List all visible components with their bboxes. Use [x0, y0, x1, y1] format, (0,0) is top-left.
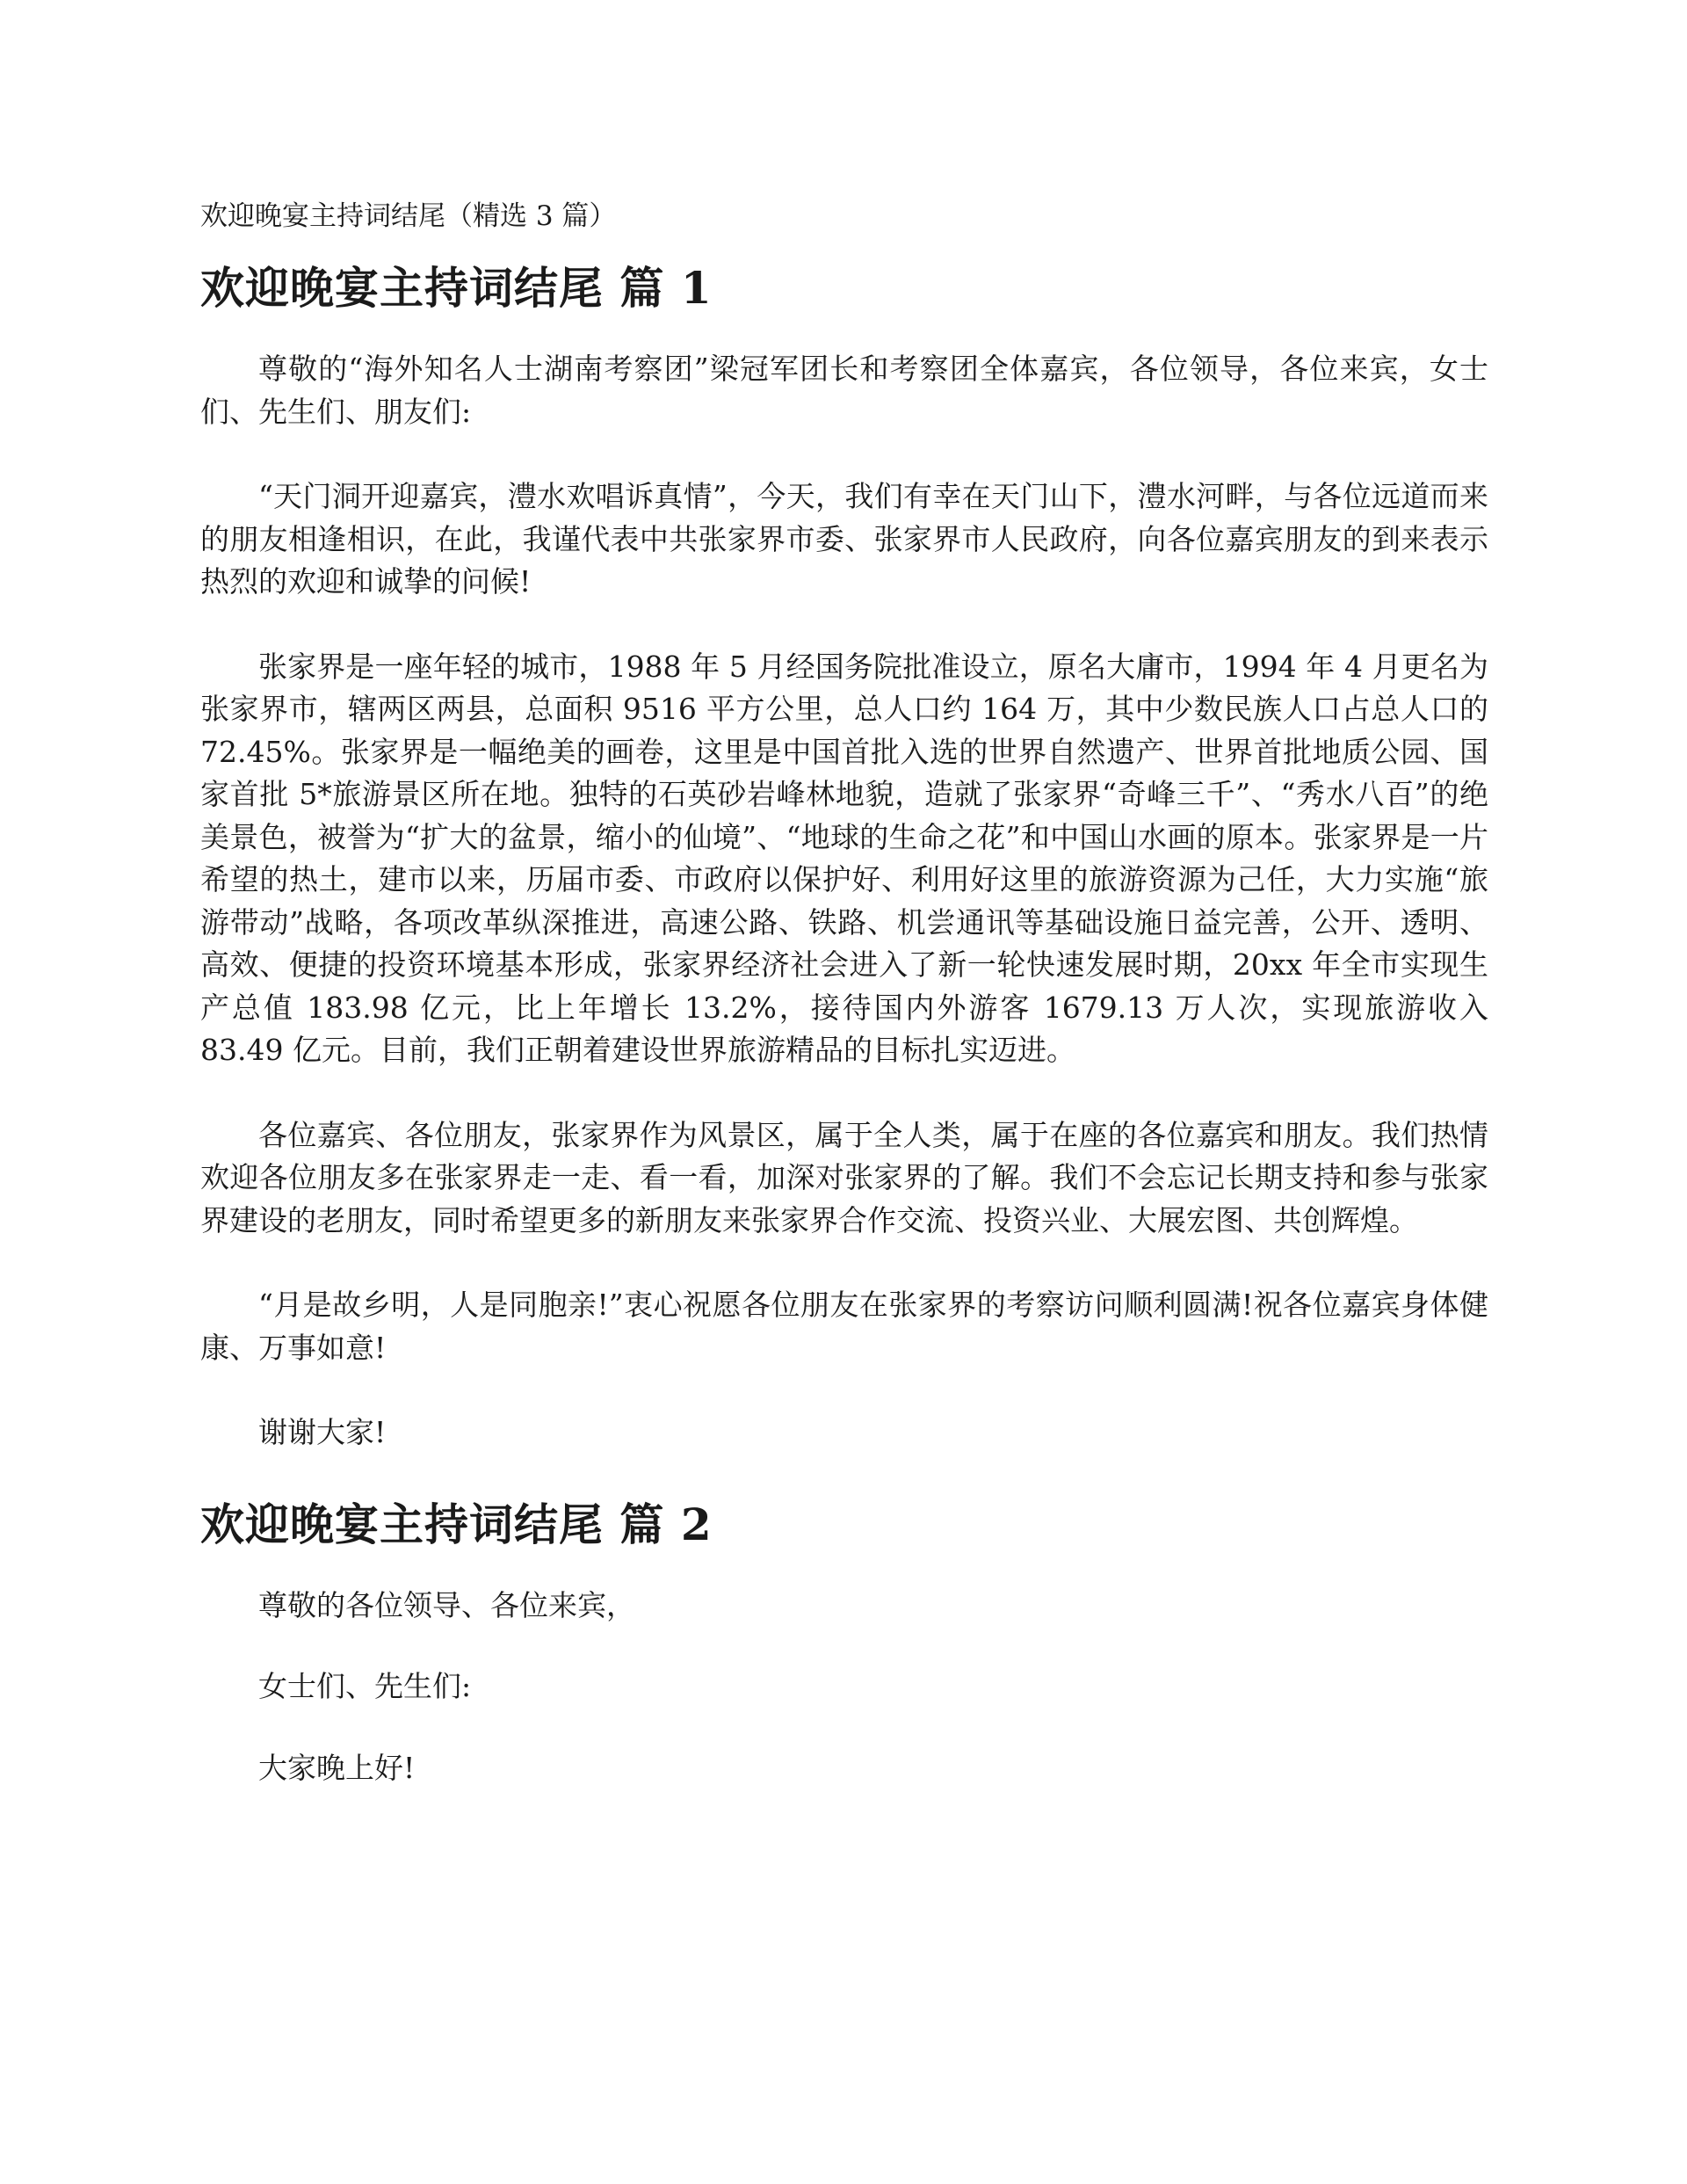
paragraph: 各位嘉宾、各位朋友，张家界作为风景区，属于全人类，属于在座的各位嘉宾和朋友。我们热情欢迎各位朋友多在张家界走一走、看一看，加深对张家界的了解。我们不会忘记长期支持和参与张家界建设的老朋友，同时希望更多的新朋友来张家界合作交流、投资兴业、大展宏图、共创辉煌。 [200, 1117, 1488, 1237]
paragraph: 大家晚上好! [258, 1750, 416, 1785]
section-2-heading: 欢迎晚宴主持词结尾 篇 2 [200, 1498, 713, 1550]
paragraph: 尊敬的各位领导、各位来宾， [258, 1587, 635, 1622]
section-1-heading: 欢迎晚宴主持词结尾 篇 1 [200, 262, 713, 314]
paragraph: 谢谢大家! [258, 1415, 387, 1449]
section-2 [200, 1497, 1488, 1790]
paragraph: “月是故乡明，人是同胞亲!”衷心祝愿各位朋友在张家界的考察访问顺利圆满!祝各位嘉宾身体健康、万事如意! [200, 1288, 1488, 1365]
paragraph: 尊敬的“海外知名人士湖南考察团”梁冠军团长和考察团全体嘉宾，各位领导，各位来宾，女士们、先生们、朋友们: [200, 352, 1488, 429]
paragraph: 张家界是一座年轻的城市，1988 年 5 月经国务院批准设立，原名大庸市，1994 年 4 月更名为张家界市，辖两区两县，总面积 9516 平方公里，总人口约 164 万，其中少数民族人口占总人口的 72.45%。张家界是一幅绝美的画卷，这里是中国首批入选的世界自然遗产、世界首批地质公园、国家首批 5*旅游景区所在地。独特的石英砂岩峰林地貌，造就了张家界“奇峰三千”、“秀水八百”的绝美景色，被誉为“扩大的盆景，缩小的仙境”、“地球的生命之花”和中国山水画的原本。张家界是一片希望的热土，建市以来，历届市委、市政府以保护好、利用好这里的旅游资源为己任，大力实施“旅游带动”战略，各项改革纵深推进，高速公路、铁路、机尝通讯等基础设施日益完善，公开、透明、高效、便捷的投资环境基本形成，张家界经济社会进入了新一轮快速发展时期，20xx 年全市实现生产总值 183.98 亿元，比上年增长 13.2%，接待国内外游客 1679.13 万人次，实现旅游收入 83.49 亿元。目前，我们正朝着建设世界旅游精品的目标扎实迈进。 [200, 649, 1488, 1067]
paragraph: 女士们、先生们: [258, 1669, 472, 1703]
section-1 [200, 260, 1488, 1455]
document-page [200, 195, 1488, 1828]
document-title: 欢迎晚宴主持词结尾（精选 3 篇） [200, 200, 617, 232]
paragraph: “天门洞开迎嘉宾，澧水欢唱诉真情”，今天，我们有幸在天门山下，澧水河畔，与各位远道而来的朋友相逢相识，在此，我谨代表中共张家界市委、张家界市人民政府，向各位嘉宾朋友的到来表示热烈的欢迎和诚挚的问候! [200, 479, 1488, 599]
